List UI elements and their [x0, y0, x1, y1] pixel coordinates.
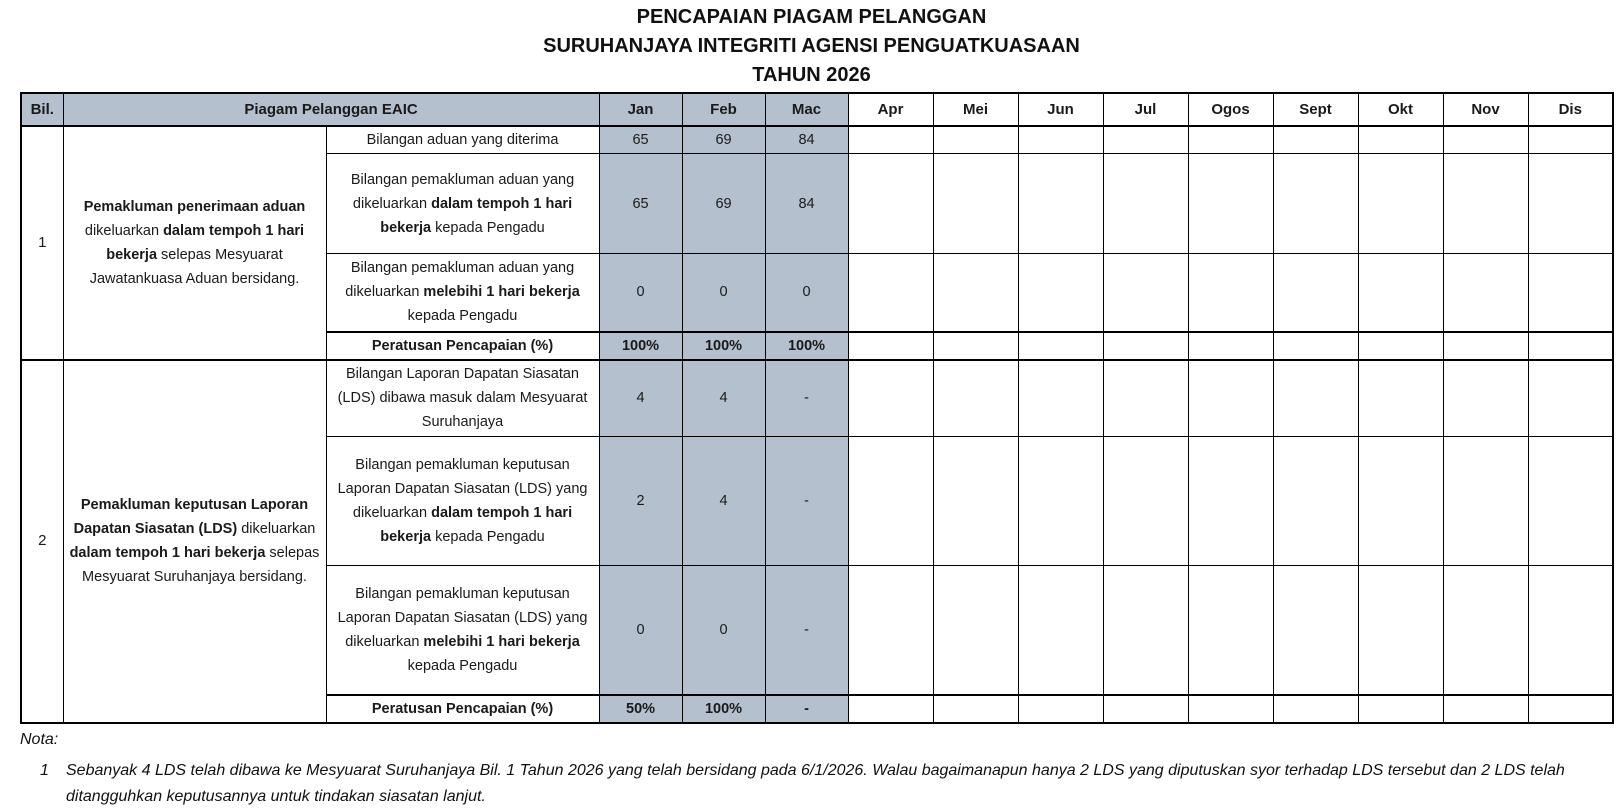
empty-month-cell [1103, 154, 1188, 254]
empty-month-cell [1528, 154, 1613, 254]
empty-month-cell [1273, 437, 1358, 566]
empty-month-cell [848, 126, 933, 154]
header-month-dis: Dis [1528, 93, 1613, 126]
empty-month-cell [1103, 126, 1188, 154]
row2-subrow3-mac: - [765, 566, 848, 695]
header-month-feb: Feb [682, 93, 765, 126]
empty-month-cell [1528, 332, 1613, 360]
table-row [21, 126, 1613, 154]
row1-number: 1 [21, 126, 63, 360]
row1-subrow2-mac: 84 [765, 154, 848, 254]
empty-month-cell [848, 695, 933, 723]
row2-subrow2-label: Bilangan pemakluman keputusan Laporan Dapatan Siasatan (LDS) yang dikeluarkan dalam tempoh 1 hari bekerja kepada Pengadu [326, 437, 599, 566]
row1-subrow3-label: Bilangan pemakluman aduan yang dikeluarkan melebihi 1 hari bekerja kepada Pengadu [326, 254, 599, 332]
nota-item-text: Sebanyak 4 LDS telah dibawa ke Mesyuarat Suruhanjaya Bil. 1 Tahun 2026 yang telah bersidang pada 6/1/2026. Walau bagaimanapun hanya 2 LDS yang diputuskan syor terhadap LDS tersebut dan 2 LDS telah ditangguhkan keputusannya untuk tindakan siasatan lanjut. [66, 761, 1565, 805]
empty-month-cell [1018, 360, 1103, 437]
empty-month-cell [1273, 566, 1358, 695]
empty-month-cell [1273, 360, 1358, 437]
empty-month-cell [1358, 154, 1443, 254]
row1-peratusan-feb: 100% [682, 332, 765, 360]
empty-month-cell [1018, 332, 1103, 360]
empty-month-cell [1358, 126, 1443, 154]
empty-month-cell [1103, 332, 1188, 360]
empty-month-cell [1018, 695, 1103, 723]
row2-subrow2-mac: - [765, 437, 848, 566]
empty-month-cell [1188, 154, 1273, 254]
empty-month-cell [1273, 695, 1358, 723]
header-month-jan: Jan [599, 93, 682, 126]
empty-month-cell [1018, 154, 1103, 254]
empty-month-cell [1273, 154, 1358, 254]
piagam-pelanggan-table [20, 92, 1614, 724]
empty-month-cell [1443, 332, 1528, 360]
empty-month-cell [1103, 254, 1188, 332]
row1-subrow1-jan: 65 [599, 126, 682, 154]
nota-section [20, 729, 1623, 810]
row2-subrow1-jan: 4 [599, 360, 682, 437]
row1-description: Pemakluman penerimaan aduan dikeluarkan dalam tempoh 1 hari bekerja selepas Mesyuarat Jawatankuasa Aduan bersidang. [63, 126, 326, 360]
row2-subrow3-label: Bilangan pemakluman keputusan Laporan Dapatan Siasatan (LDS) yang dikeluarkan melebihi 1 hari bekerja kepada Pengadu [326, 566, 599, 695]
empty-month-cell [848, 360, 933, 437]
empty-month-cell [1528, 695, 1613, 723]
header-month-jun: Jun [1018, 93, 1103, 126]
row2-subrow1-label: Bilangan Laporan Dapatan Siasatan (LDS) dibawa masuk dalam Mesyuarat Suruhanjaya [326, 360, 599, 437]
table-row [21, 360, 1613, 437]
empty-month-cell [1273, 126, 1358, 154]
empty-month-cell [1528, 566, 1613, 695]
title-line-1: PENCAPAIAN PIAGAM PELANGGAN [636, 6, 987, 28]
empty-month-cell [1018, 566, 1103, 695]
empty-month-cell [1018, 254, 1103, 332]
empty-month-cell [1443, 126, 1528, 154]
empty-month-cell [1103, 437, 1188, 566]
row2-subrow3-feb: 0 [682, 566, 765, 695]
empty-month-cell [1358, 566, 1443, 695]
empty-month-cell [1528, 254, 1613, 332]
empty-month-cell [1443, 254, 1528, 332]
nota-item-number: 1 [40, 761, 49, 779]
empty-month-cell [1103, 360, 1188, 437]
empty-month-cell [1358, 695, 1443, 723]
row2-subrow1-mac: - [765, 360, 848, 437]
row1-subrow1-feb: 69 [682, 126, 765, 154]
empty-month-cell [1188, 360, 1273, 437]
empty-month-cell [1273, 332, 1358, 360]
empty-month-cell [1358, 360, 1443, 437]
empty-month-cell [848, 254, 933, 332]
row1-peratusan-label: Peratusan Pencapaian (%) [326, 332, 599, 360]
empty-month-cell [1188, 437, 1273, 566]
empty-month-cell [933, 332, 1018, 360]
empty-month-cell [1103, 566, 1188, 695]
empty-month-cell [1443, 695, 1528, 723]
row2-peratusan-jan: 50% [599, 695, 682, 723]
row1-subrow1-mac: 84 [765, 126, 848, 154]
row2-subrow1-feb: 4 [682, 360, 765, 437]
row2-peratusan-mac: - [765, 695, 848, 723]
empty-month-cell [848, 154, 933, 254]
empty-month-cell [933, 360, 1018, 437]
empty-month-cell [933, 437, 1018, 566]
row2-subrow3-jan: 0 [599, 566, 682, 695]
header-month-apr: Apr [848, 93, 933, 126]
row1-peratusan-mac: 100% [765, 332, 848, 360]
row1-subrow3-mac: 0 [765, 254, 848, 332]
row2-subrow2-jan: 2 [599, 437, 682, 566]
empty-month-cell [1443, 566, 1528, 695]
row2-peratusan-feb: 100% [682, 695, 765, 723]
empty-month-cell [1528, 437, 1613, 566]
empty-month-cell [1188, 254, 1273, 332]
empty-month-cell [1443, 154, 1528, 254]
table-header-row [21, 93, 1613, 126]
empty-month-cell [1018, 437, 1103, 566]
empty-month-cell [848, 437, 933, 566]
empty-month-cell [1528, 360, 1613, 437]
empty-month-cell [933, 126, 1018, 154]
title-line-3: TAHUN 2026 [752, 64, 871, 86]
header-month-nov: Nov [1443, 93, 1528, 126]
header-month-sept: Sept [1273, 93, 1358, 126]
empty-month-cell [933, 566, 1018, 695]
header-month-ogos: Ogos [1188, 93, 1273, 126]
row2-subrow2-feb: 4 [682, 437, 765, 566]
empty-month-cell [1188, 695, 1273, 723]
document-title [0, 0, 1623, 90]
empty-month-cell [1528, 126, 1613, 154]
header-month-okt: Okt [1358, 93, 1443, 126]
empty-month-cell [1103, 695, 1188, 723]
empty-month-cell [933, 254, 1018, 332]
empty-month-cell [1188, 332, 1273, 360]
row2-peratusan-label: Peratusan Pencapaian (%) [326, 695, 599, 723]
empty-month-cell [848, 332, 933, 360]
empty-month-cell [1273, 254, 1358, 332]
empty-month-cell [1188, 566, 1273, 695]
header-month-jul: Jul [1103, 93, 1188, 126]
empty-month-cell [1188, 126, 1273, 154]
row1-subrow3-jan: 0 [599, 254, 682, 332]
header-month-mac: Mac [765, 93, 848, 126]
empty-month-cell [1443, 360, 1528, 437]
header-month-mei: Mei [933, 93, 1018, 126]
row1-subrow1-label: Bilangan aduan yang diterima [326, 126, 599, 154]
empty-month-cell [933, 154, 1018, 254]
row1-subrow3-feb: 0 [682, 254, 765, 332]
empty-month-cell [848, 566, 933, 695]
row1-peratusan-jan: 100% [599, 332, 682, 360]
title-line-2: SURUHANJAYA INTEGRITI AGENSI PENGUATKUASAAN [543, 35, 1080, 57]
empty-month-cell [1358, 437, 1443, 566]
nota-heading: Nota: [20, 730, 59, 748]
empty-month-cell [1358, 332, 1443, 360]
row1-subrow2-jan: 65 [599, 154, 682, 254]
row1-subrow2-feb: 69 [682, 154, 765, 254]
empty-month-cell [933, 695, 1018, 723]
empty-month-cell [1018, 126, 1103, 154]
row2-description: Pemakluman keputusan Laporan Dapatan Siasatan (LDS) dikeluarkan dalam tempoh 1 hari bekerja selepas Mesyuarat Suruhanjaya bersidang. [63, 360, 326, 723]
header-bil: Bil. [21, 93, 63, 126]
row2-number: 2 [21, 360, 63, 723]
empty-month-cell [1358, 254, 1443, 332]
empty-month-cell [1443, 437, 1528, 566]
header-piagam-pelanggan-eaic: Piagam Pelanggan EAIC [63, 93, 599, 126]
row1-subrow2-label: Bilangan pemakluman aduan yang dikeluarkan dalam tempoh 1 hari bekerja kepada Pengadu [326, 154, 599, 254]
